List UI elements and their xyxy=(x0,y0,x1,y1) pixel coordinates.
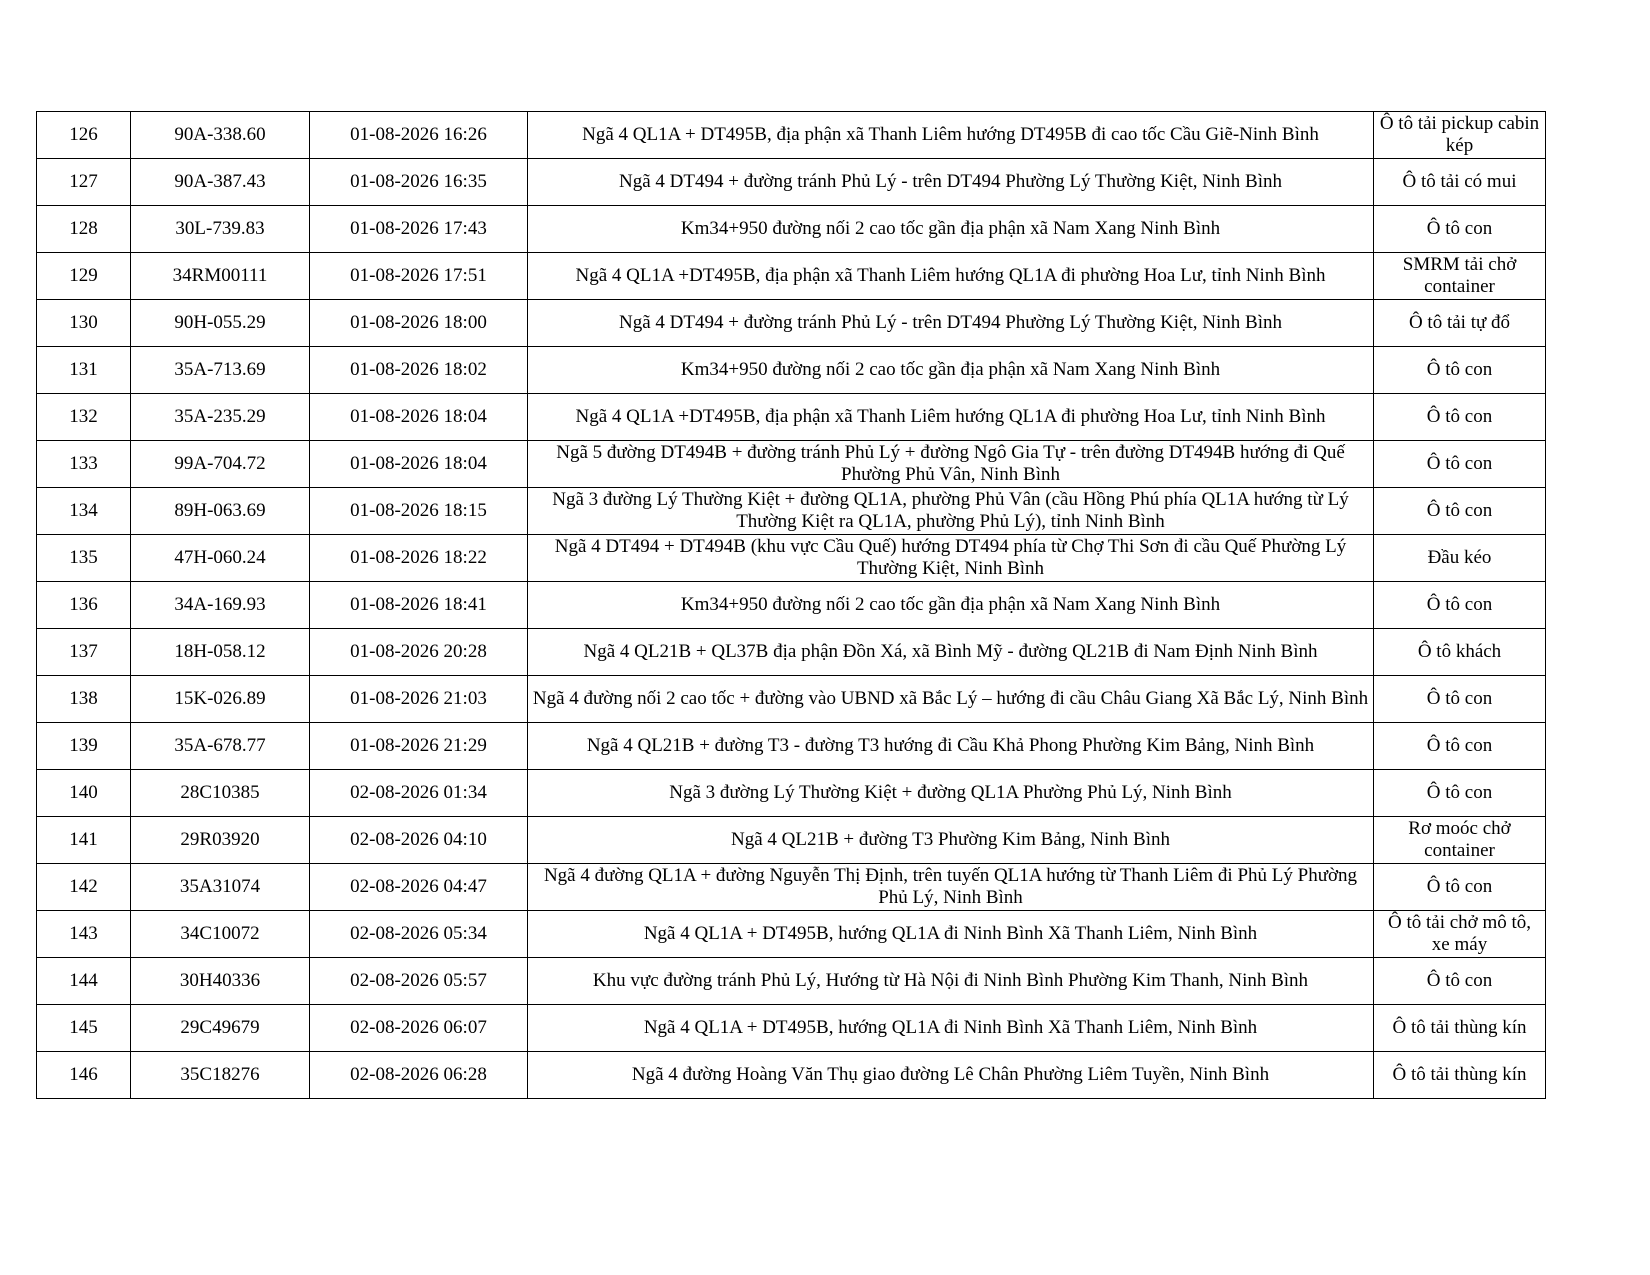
license-plate-cell: 34A-169.93 xyxy=(131,582,310,629)
license-plate-cell: 90H-055.29 xyxy=(131,300,310,347)
table-row xyxy=(37,441,1546,488)
location-cell: Khu vực đường tránh Phủ Lý, Hướng từ Hà Nội đi Ninh Bình Phường Kim Thanh, Ninh Bình xyxy=(528,958,1374,1005)
row-number-cell: 128 xyxy=(37,206,131,253)
vehicle-type-cell: Ô tô tải chở mô tô, xe máy xyxy=(1374,911,1546,958)
vehicle-type-cell: Ô tô con xyxy=(1374,441,1546,488)
table-row xyxy=(37,206,1546,253)
location-cell: Km34+950 đường nối 2 cao tốc gần địa phận xã Nam Xang Ninh Bình xyxy=(528,347,1374,394)
location-cell: Km34+950 đường nối 2 cao tốc gần địa phận xã Nam Xang Ninh Bình xyxy=(528,582,1374,629)
violation-time-cell: 01-08-2026 20:28 xyxy=(310,629,528,676)
table-row xyxy=(37,159,1546,206)
vehicle-type-cell: Ô tô con xyxy=(1374,488,1546,535)
license-plate-cell: 18H-058.12 xyxy=(131,629,310,676)
table-row xyxy=(37,676,1546,723)
row-number-cell: 143 xyxy=(37,911,131,958)
row-number-cell: 144 xyxy=(37,958,131,1005)
violation-time-cell: 01-08-2026 16:35 xyxy=(310,159,528,206)
table-row xyxy=(37,911,1546,958)
violation-time-cell: 02-08-2026 06:28 xyxy=(310,1052,528,1099)
location-cell: Ngã 4 DT494 + đường tránh Phủ Lý - trên DT494 Phường Lý Thường Kiệt, Ninh Bình xyxy=(528,300,1374,347)
table-row xyxy=(37,723,1546,770)
location-cell: Ngã 4 đường QL1A + đường Nguyễn Thị Định, trên tuyến QL1A hướng từ Thanh Liêm đi Phủ Lý Phường Phủ Lý, Ninh Bình xyxy=(528,864,1374,911)
location-cell: Ngã 4 QL1A + DT495B, hướng QL1A đi Ninh Bình Xã Thanh Liêm, Ninh Bình xyxy=(528,1005,1374,1052)
row-number-cell: 145 xyxy=(37,1005,131,1052)
row-number-cell: 137 xyxy=(37,629,131,676)
table-row xyxy=(37,770,1546,817)
row-number-cell: 134 xyxy=(37,488,131,535)
vehicle-type-cell: Ô tô con xyxy=(1374,676,1546,723)
violation-time-cell: 02-08-2026 04:47 xyxy=(310,864,528,911)
violation-time-cell: 01-08-2026 21:29 xyxy=(310,723,528,770)
vehicle-type-cell: Ô tô tải có mui xyxy=(1374,159,1546,206)
table-row xyxy=(37,958,1546,1005)
location-cell: Ngã 4 QL1A + DT495B, hướng QL1A đi Ninh Bình Xã Thanh Liêm, Ninh Bình xyxy=(528,911,1374,958)
license-plate-cell: 35A-235.29 xyxy=(131,394,310,441)
row-number-cell: 138 xyxy=(37,676,131,723)
table-row xyxy=(37,629,1546,676)
violation-time-cell: 01-08-2026 18:41 xyxy=(310,582,528,629)
table-row xyxy=(37,535,1546,582)
location-cell: Ngã 4 QL1A + DT495B, địa phận xã Thanh Liêm hướng DT495B đi cao tốc Cầu Giẽ-Ninh Bình xyxy=(528,112,1374,159)
table-row xyxy=(37,488,1546,535)
table-row xyxy=(37,864,1546,911)
violation-time-cell: 01-08-2026 18:22 xyxy=(310,535,528,582)
location-cell: Ngã 4 DT494 + đường tránh Phủ Lý - trên DT494 Phường Lý Thường Kiệt, Ninh Bình xyxy=(528,159,1374,206)
license-plate-cell: 35A-713.69 xyxy=(131,347,310,394)
license-plate-cell: 28C10385 xyxy=(131,770,310,817)
table-row xyxy=(37,253,1546,300)
violation-time-cell: 01-08-2026 16:26 xyxy=(310,112,528,159)
location-cell: Ngã 4 DT494 + DT494B (khu vực Cầu Quế) hướng DT494 phía từ Chợ Thi Sơn đi cầu Quế Phường Lý Thường Kiệt, Ninh Bình xyxy=(528,535,1374,582)
row-number-cell: 127 xyxy=(37,159,131,206)
license-plate-cell: 34RM00111 xyxy=(131,253,310,300)
vehicle-type-cell: Rơ moóc chở container xyxy=(1374,817,1546,864)
table-row xyxy=(37,817,1546,864)
location-cell: Ngã 4 QL21B + đường T3 - đường T3 hướng đi Cầu Khả Phong Phường Kim Bảng, Ninh Bình xyxy=(528,723,1374,770)
row-number-cell: 132 xyxy=(37,394,131,441)
vehicle-type-cell: Ô tô con xyxy=(1374,582,1546,629)
license-plate-cell: 89H-063.69 xyxy=(131,488,310,535)
row-number-cell: 126 xyxy=(37,112,131,159)
license-plate-cell: 99A-704.72 xyxy=(131,441,310,488)
row-number-cell: 142 xyxy=(37,864,131,911)
table-row xyxy=(37,112,1546,159)
location-cell: Ngã 5 đường DT494B + đường tránh Phủ Lý + đường Ngô Gia Tự - trên đường DT494B hướng đi Quế Phường Phủ Vân, Ninh Bình xyxy=(528,441,1374,488)
location-cell: Ngã 4 QL1A +DT495B, địa phận xã Thanh Liêm hướng QL1A đi phường Hoa Lư, tỉnh Ninh Bình xyxy=(528,253,1374,300)
vehicle-type-cell: Ô tô con xyxy=(1374,723,1546,770)
license-plate-cell: 29C49679 xyxy=(131,1005,310,1052)
violation-time-cell: 01-08-2026 21:03 xyxy=(310,676,528,723)
row-number-cell: 129 xyxy=(37,253,131,300)
violation-time-cell: 02-08-2026 04:10 xyxy=(310,817,528,864)
location-cell: Ngã 3 đường Lý Thường Kiệt + đường QL1A, phường Phủ Vân (cầu Hồng Phú phía QL1A hướng từ Lý Thường Kiệt ra QL1A, phường Phủ Lý), tỉnh Ninh Bình xyxy=(528,488,1374,535)
license-plate-cell: 34C10072 xyxy=(131,911,310,958)
violation-time-cell: 01-08-2026 18:00 xyxy=(310,300,528,347)
location-cell: Ngã 4 QL21B + đường T3 Phường Kim Bảng, Ninh Bình xyxy=(528,817,1374,864)
license-plate-cell: 29R03920 xyxy=(131,817,310,864)
vehicle-type-cell: Ô tô tải thùng kín xyxy=(1374,1052,1546,1099)
location-cell: Km34+950 đường nối 2 cao tốc gần địa phận xã Nam Xang Ninh Bình xyxy=(528,206,1374,253)
license-plate-cell: 90A-387.43 xyxy=(131,159,310,206)
table-row xyxy=(37,300,1546,347)
vehicle-type-cell: Ô tô khách xyxy=(1374,629,1546,676)
row-number-cell: 136 xyxy=(37,582,131,629)
license-plate-cell: 47H-060.24 xyxy=(131,535,310,582)
vehicle-type-cell: Ô tô con xyxy=(1374,394,1546,441)
license-plate-cell: 90A-338.60 xyxy=(131,112,310,159)
license-plate-cell: 35A-678.77 xyxy=(131,723,310,770)
violation-time-cell: 02-08-2026 05:34 xyxy=(310,911,528,958)
violation-time-cell: 01-08-2026 17:51 xyxy=(310,253,528,300)
location-cell: Ngã 4 QL1A +DT495B, địa phận xã Thanh Liêm hướng QL1A đi phường Hoa Lư, tỉnh Ninh Bình xyxy=(528,394,1374,441)
table-row xyxy=(37,394,1546,441)
vehicle-type-cell: Ô tô con xyxy=(1374,770,1546,817)
violation-time-cell: 01-08-2026 18:15 xyxy=(310,488,528,535)
table-body xyxy=(37,112,1546,1099)
license-plate-cell: 35C18276 xyxy=(131,1052,310,1099)
location-cell: Ngã 3 đường Lý Thường Kiệt + đường QL1A Phường Phủ Lý, Ninh Bình xyxy=(528,770,1374,817)
vehicle-type-cell: Ô tô con xyxy=(1374,206,1546,253)
violation-time-cell: 01-08-2026 18:04 xyxy=(310,441,528,488)
location-cell: Ngã 4 đường nối 2 cao tốc + đường vào UBND xã Bắc Lý – hướng đi cầu Châu Giang Xã Bắc Lý, Ninh Bình xyxy=(528,676,1374,723)
vehicle-type-cell: Ô tô con xyxy=(1374,347,1546,394)
violation-time-cell: 01-08-2026 17:43 xyxy=(310,206,528,253)
row-number-cell: 146 xyxy=(37,1052,131,1099)
vehicle-type-cell: Ô tô tải thùng kín xyxy=(1374,1005,1546,1052)
table-row xyxy=(37,1052,1546,1099)
table-row xyxy=(37,582,1546,629)
table-row xyxy=(37,347,1546,394)
violation-time-cell: 02-08-2026 05:57 xyxy=(310,958,528,1005)
vehicle-type-cell: Ô tô tải tự đổ xyxy=(1374,300,1546,347)
row-number-cell: 131 xyxy=(37,347,131,394)
violation-time-cell: 02-08-2026 01:34 xyxy=(310,770,528,817)
location-cell: Ngã 4 QL21B + QL37B địa phận Đồn Xá, xã Bình Mỹ - đường QL21B đi Nam Định Ninh Bình xyxy=(528,629,1374,676)
vehicle-type-cell: Ô tô con xyxy=(1374,958,1546,1005)
violation-time-cell: 01-08-2026 18:02 xyxy=(310,347,528,394)
license-plate-cell: 35A31074 xyxy=(131,864,310,911)
violation-time-cell: 02-08-2026 06:07 xyxy=(310,1005,528,1052)
row-number-cell: 139 xyxy=(37,723,131,770)
row-number-cell: 141 xyxy=(37,817,131,864)
license-plate-cell: 30L-739.83 xyxy=(131,206,310,253)
vehicle-type-cell: SMRM tải chở container xyxy=(1374,253,1546,300)
license-plate-cell: 30H40336 xyxy=(131,958,310,1005)
row-number-cell: 140 xyxy=(37,770,131,817)
row-number-cell: 130 xyxy=(37,300,131,347)
vehicle-type-cell: Đầu kéo xyxy=(1374,535,1546,582)
vehicle-type-cell: Ô tô tải pickup cabin kép xyxy=(1374,112,1546,159)
vehicle-type-cell: Ô tô con xyxy=(1374,864,1546,911)
location-cell: Ngã 4 đường Hoàng Văn Thụ giao đường Lê Chân Phường Liêm Tuyền, Ninh Bình xyxy=(528,1052,1374,1099)
violations-table xyxy=(36,111,1546,1099)
row-number-cell: 135 xyxy=(37,535,131,582)
table-row xyxy=(37,1005,1546,1052)
license-plate-cell: 15K-026.89 xyxy=(131,676,310,723)
row-number-cell: 133 xyxy=(37,441,131,488)
violation-time-cell: 01-08-2026 18:04 xyxy=(310,394,528,441)
